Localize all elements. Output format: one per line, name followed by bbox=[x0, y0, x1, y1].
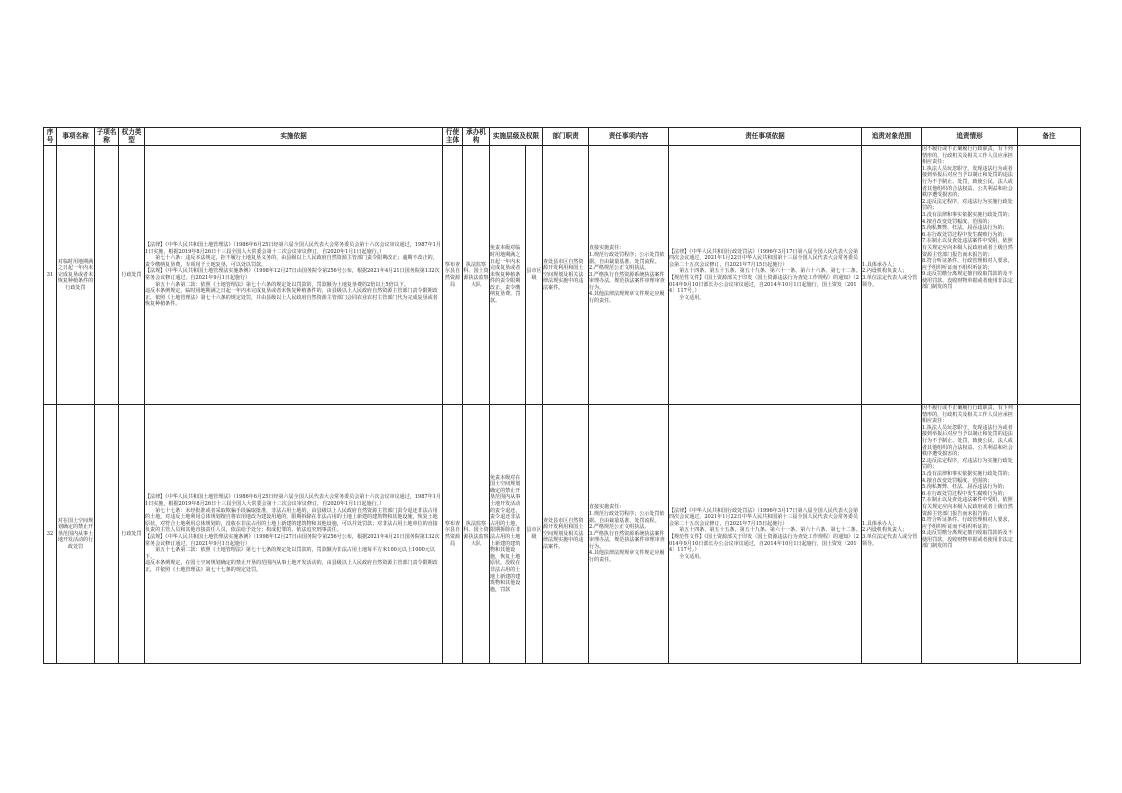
col-type: 权力类型 bbox=[119, 128, 145, 146]
accountability-situations: 因不履行或不正确履行行政职责，有下列情形的，行政机关及相关工作人员应承担相应责任： 1.执法人员玩忽职守，发现违法行为或者接到举报后对应当予以制止和处罚的违法行为不予制止、处罚，致使公民、法人或者其他组织的合法权益、公共利益和社会秩序遭受损害的； 2.违反法定程序，对违法行为实施行政处罚的； 3.没有法律和事实依据实施行政处罚的； 4.擅自改变处罚幅度、范围的； 5.徇私舞弊、枉法、屈吞违法行为的； 6.在行政处罚过程中发生腐败行为的； 7.在制止以及查处违法案件中受阻，依照有关规定应向本级人民政府或者上级自然资源主管部门报告而未报告的； 8.符合听证条件、行政管理相对人要求，应予组织听证而不组织听证的； 9.违反罚缴分离规定擅自收取罚款的及不使用罚款，没收财物单据或者使用非法定部门制发的罚 bbox=[922, 146, 1018, 405]
col-sub: 子项名称 bbox=[95, 128, 119, 146]
level-authority: 免责本级对在国土空间规划确定的禁止开垦范围内从事土地开发活动的责令退还、责令退还非法占用的土地，限期拆除在非法占用的土地上新建的建筑物和其他设施，恢复土地原状，没收在非法占用的土地上新建的建筑物和其他设施，罚款 bbox=[490, 405, 526, 664]
legal-basis: 【法律】《中华人民共和国土地管理法》（1986年6月25日经第六届全国人民代表大会常务委员会第十六次会议审议通过，1987年1月1日实施，根据2019年8月26日十三届全国人大常委会第十二次会议审议修订，自2020年1月1日起施行。） 第七十六条：违反本法规定，拒不履行土地复垦义务的，由县级以上人民政府自然资源主管部门责令限期改正；逾期不改正的，责令缴纳复垦费，专项用于土地复垦，可以处以罚款。 【法规】《中华人民共和国土地管理法实施条例》（1998年12月27日由国务院令第256号公布，根据2021年4月21日国务院第132次常务会议修订通过，自2021年9月1日起施行） 第五十六条第二款：依照《土地管理法》第七十六条的规定处以罚款的，罚款额为土地复垦费的2倍以上5倍以下。 违反本条例规定，临时用地期满之日起一年内未完成复垦或者未恢复种植条件的，由县级以上人民政府自然资源主管部门责令限期改正，依照《土地管理法》第七十六条的规定处罚，并由县级以上人民政府自然资源主管部门会同农业农村主管部门代为完成复垦或者恢复种植条件。 bbox=[145, 146, 443, 405]
col-level: 实施层级及权限 bbox=[490, 128, 543, 146]
col-situ: 追责情形 bbox=[922, 128, 1018, 146]
dept-duty: 查处县市区自然资源开发利用和国土空间规划及相关法律法规实施中的违法案件。 bbox=[543, 405, 589, 664]
power-list-table bbox=[43, 127, 1081, 664]
item-name: 对临时用地期满之日起一年内未完成复垦或者未恢复种植条件的行政处罚 bbox=[57, 146, 95, 405]
legal-basis: 【法律】《中华人民共和国土地管理法》（1986年6月25日经第六届全国人民代表大会常务委员会第十六次会议审议通过，1987年1月1日实施，根据2019年8月26日十三届全国人大常委会第十二次会议审议修订，自2020年1月1日起施行。） 第七十七条：未经批准或者采取欺骗手段骗取批准，非法占用土地的，由县级以上人民政府自然资源主管部门责令退还非法占用的土地，对违反土地利用总体规划擅自将农用地改为建设用地的，限期拆除在非法占用的土地上新建的建筑物和其他设施，恢复土地原状，对符合土地利用总体规划的，没收在非法占用的土地上新建的建筑物和其他设施，可以并处罚款；对非法占用土地单位的直接负责的主管人员和其他直接责任人员，依法给予处分；构成犯罪的，依法追究刑事责任。 【法规】《中华人民共和国土地管理法实施条例》（1998年12月27日由国务院令第256号公布，根据2021年4月21日国务院第132次常务会议修订通过，自2021年9月1日起施行） 第五十七条第二款：依照《土地管理法》第七十七条的规定处以罚款的，罚款额为非法占用土地每平方米100元以上1000元以下。 违反本条例规定，在国土空间规划确定的禁止开垦的范围内从事土地开发活动的，由县级以上人民政府自然资源主管部门责令限期改正，并依照《土地管理法》第七十七条的规定处罚。 bbox=[145, 405, 443, 664]
row-seq: 31 bbox=[44, 146, 57, 405]
accountability-scope: 1.具体承办人； 2.内设机构负责人； 3.单位法定代表人或分管领导。 bbox=[862, 146, 922, 405]
col-note: 备注 bbox=[1018, 128, 1081, 146]
exercising-subject: 察布查尔县自然资源局 bbox=[443, 405, 463, 664]
table-header bbox=[44, 128, 1081, 146]
responsibility-basis: 【法律】《中华人民共和国行政处罚法》（1996年3月17日第八届全国人民代表大会第四次会议通过，2021年1月22日中华人民共和国第十三届全国人民代表大会常务委员会第二十五次会议修订，自2021年7月15日起施行） 第五十四条、第五十五条、第五十九条、第六十一条、第六十六条、第七十二条。 【规范性文件】《国土资源部关于印发〈国土资源违法行为查处工作规程〉的通知》（2014年9月10日部长办公会议审议通过，自2014年10月1日起施行，国土资发〔2014〕117号。） 全文适用。 bbox=[669, 405, 862, 664]
col-scope: 追责对象范围 bbox=[862, 128, 922, 146]
responsibility-content: 直接实施责任： 1.规范行政处罚程序；公示处罚依据、自由裁量基准、处罚流程。 2.严格规范公正文明执法。 3.严格执行自然资源系统执法案件审理办法，规范执法案件审理审查行为。 4.其他法律法规规章文件规定应履行的责任。 bbox=[589, 405, 669, 664]
power-type: 行政处罚 bbox=[119, 146, 145, 405]
col-subject: 行使主体 bbox=[443, 128, 463, 146]
col-basis: 实施依据 bbox=[145, 128, 443, 146]
col-duty: 部门职责 bbox=[543, 128, 589, 146]
exercising-subject: 察布查尔县自然资源局 bbox=[443, 146, 463, 405]
sub-item bbox=[95, 405, 119, 664]
col-seq: 序号 bbox=[44, 128, 57, 146]
col-resp-basis: 责任事项依据 bbox=[669, 128, 862, 146]
dept-duty: 查处县市区自然资源开发利用和国土空间规划及相关法律法规实施中的违法案件。 bbox=[543, 146, 589, 405]
responsibility-content: 直接实施责任： 1.规范行政处罚程序；公示处罚依据、自由裁量基准、处罚流程。 2.严格规范公正文明执法。 3.严格执行自然资源系统执法案件审理办法，规范执法案件审理审查行为。 4.其他法律法规规章文件规定应履行的责任。 bbox=[589, 146, 669, 405]
power-type: 行政处罚 bbox=[119, 405, 145, 664]
responsibility-basis: 【法律】《中华人民共和国行政处罚法》（1996年3月17日第八届全国人民代表大会第四次会议通过，2021年1月22日中华人民共和国第十三届全国人民代表大会常务委员会第二十五次会议修订，自2021年7月15日起施行） 第五十四条、第五十五条、第五十九条、第六十一条、第六十六条、第七十二条。 【规范性文件】《国土资源部关于印发〈国土资源违法行为查处工作规程〉的通知》（2014年9月10日部长办公会议审议通过，自2014年10月1日起施行，国土资发〔2014〕117号。） 全文适用。 bbox=[669, 146, 862, 405]
item-name: 对在国土空间规划确定的禁止开垦范围内从事土地开发活动的行政处罚 bbox=[57, 405, 95, 664]
level-tier: 县市区级 bbox=[526, 146, 543, 405]
handling-org: 执法监察科、国土资源执法监察大队 bbox=[463, 405, 490, 664]
col-org: 承办机构 bbox=[463, 128, 490, 146]
level-tier: 县市区级 bbox=[526, 405, 543, 664]
accountability-situations: 因不履行或不正确履行行政职责，有下列情形的，行政机关及相关工作人员应承担相应责任： 1.执法人员玩忽职守，发现违法行为或者接到举报后对应当予以制止和处罚的违法行为不予制止、处罚，致使公民、法人或者其他组织的合法权益、公共利益和社会秩序遭受损害的； 2.违反法定程序，对违法行为实施行政处罚的； 3.没有法律和事实依据实施行政处罚的； 4.擅自改变处罚幅度、范围的； 5.徇私舞弊、枉法、屈吞违法行为的； 6.在行政处罚过程中发生腐败行为的； 7.在制止以及查处违法案件中受阻，依照有关规定应向本级人民政府或者上级自然资源主管部门报告而未报告的； 8.符合听证条件、行政管理相对人要求，应予组织听证而不组织听证的； 9.违反罚缴分离规定擅自收取罚款的及不使用罚款，没收财物单据或者使用非法定部门制发的罚 bbox=[922, 405, 1018, 664]
table-row bbox=[44, 405, 1081, 664]
handling-org: 执法监察科、国土资源执法监察大队 bbox=[463, 146, 490, 405]
col-name: 事项名称 bbox=[57, 128, 95, 146]
note bbox=[1018, 405, 1081, 664]
row-seq: 32 bbox=[44, 405, 57, 664]
table-row bbox=[44, 146, 1081, 405]
sub-item bbox=[95, 146, 119, 405]
note bbox=[1018, 146, 1081, 405]
level-authority: 免责本级对临时用地期满之日起一年内未完成复垦或者未恢复种植条件的责令限期改正，责令缴纳复垦费、罚款。 bbox=[490, 146, 526, 405]
accountability-scope: 1.具体承办人； 2.内设机构负责人； 3.单位法定代表人或分管领导。 bbox=[862, 405, 922, 664]
col-resp: 责任事项内容 bbox=[589, 128, 669, 146]
